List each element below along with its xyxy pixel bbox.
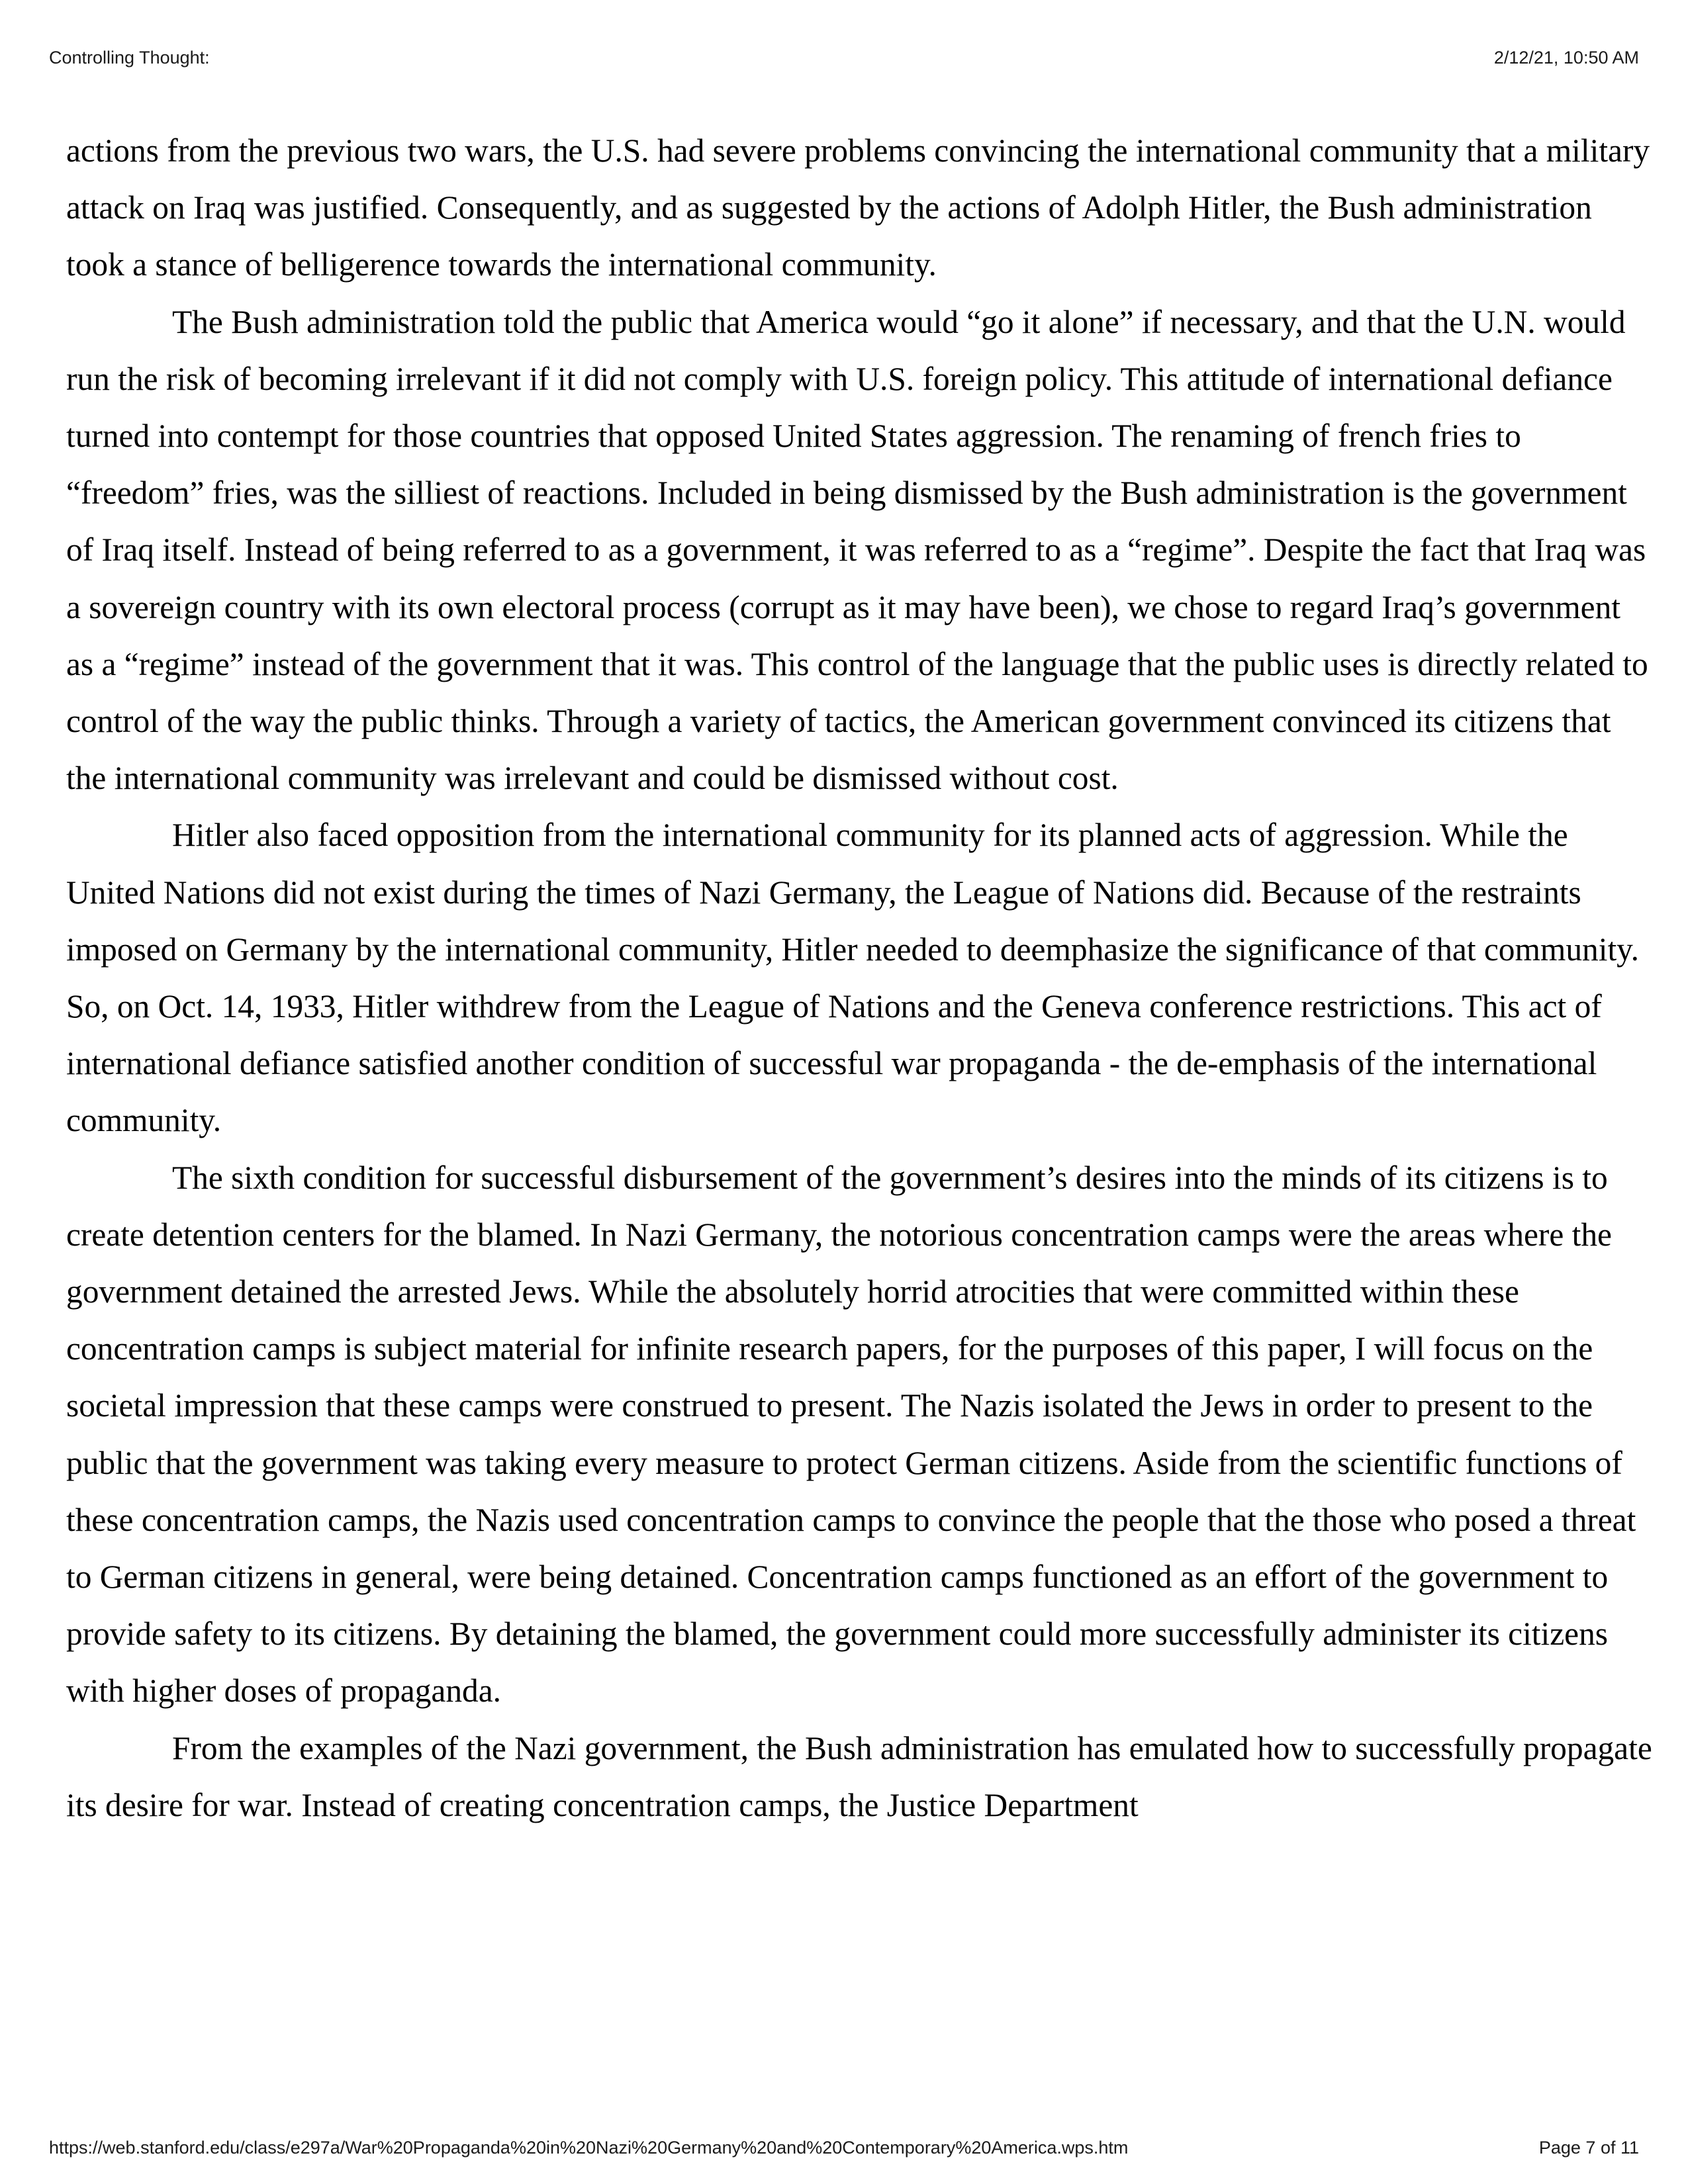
print-footer [49, 2138, 1639, 2164]
paragraph-continuation: actions from the previous two wars, the U.S. had severe problems convincing the international community that a military attack on Iraq was justified. Consequently, and as suggested by the actions of Adolph Hitler, the Bush administration took a stance of belligerence towards the international community. [66, 132, 1650, 283]
source-url: https://web.stanford.edu/class/e297a/War%20Propaganda%20in%20Nazi%20Germany%20and%20Contemporary%20America.wps.htm [49, 2138, 1129, 2158]
document-body [66, 122, 1655, 1834]
print-datetime: 2/12/21, 10:50 AM [1493, 48, 1639, 68]
document-title: Controlling Thought: [49, 48, 210, 68]
paragraph: The Bush administration told the public that America would “go it alone” if necessary, and that the U.N. would run the risk of becoming irrelevant if it did not comply with U.S. foreign policy. This attitude of international defiance turned into contempt for those countries that opposed United States aggression. The renaming of french fries to “freedom” fries, was the silliest of reactions. Included in being dismissed by the Bush administration is the government of Iraq itself. Instead of being referred to as a government, it was referred to as a “regime”. Despite the fact that Iraq was a sovereign country with its own electoral process (corrupt as it may have been), we chose to regard Iraq’s government as a “regime” instead of the government that it was. This control of the language that the public uses is directly related to control of the way the public thinks. Through a variety of tactics, the American government convinced its citizens that the international community was irrelevant and could be dismissed without cost. [66, 303, 1648, 797]
paragraph: From the examples of the Nazi government, the Bush administration has emulated how to successfully propagate its desire for war. Instead of creating concentration camps, the Justice Department [66, 1729, 1652, 1823]
paragraph: The sixth condition for successful disbursement of the government’s desires into the minds of its citizens is to create detention centers for the blamed. In Nazi Germany, the notorious concentration camps were the areas where the government detained the arrested Jews. While the absolutely horrid atrocities that were committed within these concentration camps is subject material for infinite research papers, for the purposes of this paper, I will focus on the societal impression that these camps were construed to present. The Nazis isolated the Jews in order to present to the public that the government was taking every measure to protect German citizens. Aside from the scientific functions of these concentration camps, the Nazis used concentration camps to convince the people that the those who posed a threat to German citizens in general, were being detained. Concentration camps functioned as an effort of the government to provide safety to its citizens. By detaining the blamed, the government could more successfully administer its citizens with higher doses of propaganda. [66, 1159, 1636, 1709]
paragraph: Hitler also faced opposition from the international community for its planned acts of aggression. While the United Nations did not exist during the times of Nazi Germany, the League of Nations did. Because of the restraints imposed on Germany by the international community, Hitler needed to deemphasize the significance of that community. So, on Oct. 14, 1933, Hitler withdrew from the League of Nations and the Geneva conference restrictions. This act of international defiance satisfied another condition of successful war propaganda - the de-emphasis of the international community. [66, 817, 1640, 1139]
page-number: Page 7 of 11 [1538, 2138, 1639, 2158]
print-header [49, 48, 1639, 74]
